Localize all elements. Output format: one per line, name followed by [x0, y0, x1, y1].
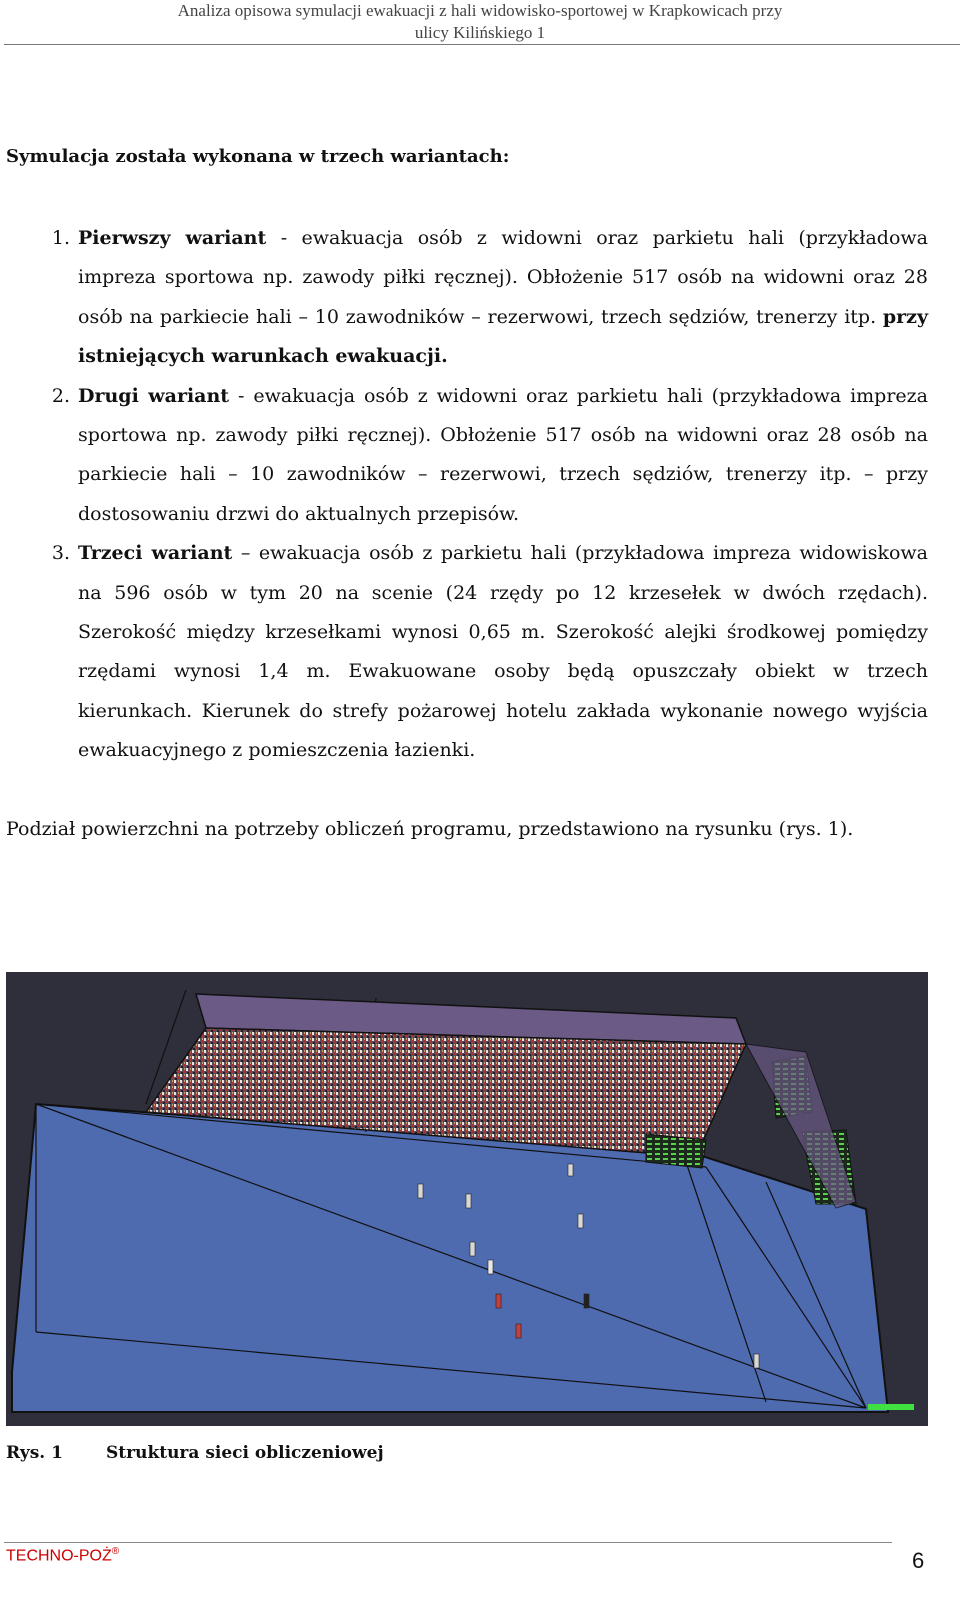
exit-marker — [868, 1404, 914, 1410]
figure-caption — [6, 1443, 384, 1463]
registered-mark: ® — [111, 1546, 120, 1557]
variant-number: 2. — [51, 384, 70, 407]
variant-title: Trzeci wariant — [78, 542, 233, 565]
variant-item-3 — [6, 534, 928, 770]
page-number: 6 — [912, 1548, 925, 1573]
variant-text — [78, 534, 928, 770]
seating-block — [646, 1134, 706, 1168]
variant-body: – ewakuacja osób z parkietu hali (przykładowa impreza widowiskowa na 596 osób w tym 20 na scenie (24 rzędy po 12 krzesełek w dwóch rzędach). Szerokość między krzesełkami wynosi 0,65 m. Szerokość alejki środkowej pomiędzy rzędami wynosi 1,4 m. Ewakuowane osoby będą opuszczały obiekt w trzech kierunkach. Kierunek do strefy pożarowej hotelu zakłada wykonanie nowego wyjścia ewakuacyjnego z pomieszczenia łazienki. — [78, 542, 928, 762]
caption-text: Struktura sieci obliczeniowej — [106, 1443, 384, 1463]
variant-number: 1. — [51, 227, 70, 249]
page-header — [0, 0, 960, 44]
header-divider — [4, 44, 960, 45]
variant-text — [78, 219, 928, 377]
caption-number: Rys. 1 — [6, 1443, 63, 1463]
footer-company — [6, 1546, 119, 1565]
variant-body: - ewakuacja osób z widowni oraz parkietu hali (przykładowa impreza sportowa np. zawody piłki ręcznej). Obłożenie 517 osób na widowni oraz 28 osób na parkiecie hali – 10 zawodników – rezerwowi, trzech sędziów, trenerzy itp. – przy dostosowaniu drzwi do aktualnych przepisów. — [78, 384, 929, 525]
intro-heading: Symulacja została wykonana w trzech wariantach: — [6, 146, 510, 167]
variants-list — [6, 219, 928, 771]
company-name: TECHNO-POŻ — [6, 1547, 112, 1565]
header-line-2: ulicy Kilińskiego 1 — [414, 23, 546, 42]
variant-number: 3. — [51, 542, 70, 565]
header-line-1: Analiza opisowa symulacji ewakuacji z hali widowisko-sportowej w Krapkowicach przy — [177, 1, 783, 20]
footer-divider — [4, 1542, 892, 1543]
variant-tail: przy istniejących warunkach ewakuacji. — [78, 305, 928, 368]
mesh-render — [6, 972, 928, 1426]
figure-reference-paragraph: Podział powierzchni na potrzeby obliczeń programu, przedstawiono na rysunku (rys. 1). — [6, 818, 854, 840]
variant-title: Pierwszy wariant — [78, 227, 267, 249]
variant-item-1 — [6, 219, 928, 377]
variant-text — [78, 377, 928, 535]
variant-title: Drugi wariant — [78, 384, 230, 407]
variant-body: - ewakuacja osób z widowni oraz parkietu hali (przykładowa impreza sportowa np. zawody piłki ręcznej). Obłożenie 517 osób na widowni oraz 28 osób na parkiecie hali – 10 zawodników – rezerwowi, trzech sędziów, trenerzy itp. — [78, 227, 928, 328]
variant-item-2 — [6, 377, 928, 535]
simulation-mesh-figure — [6, 972, 928, 1426]
